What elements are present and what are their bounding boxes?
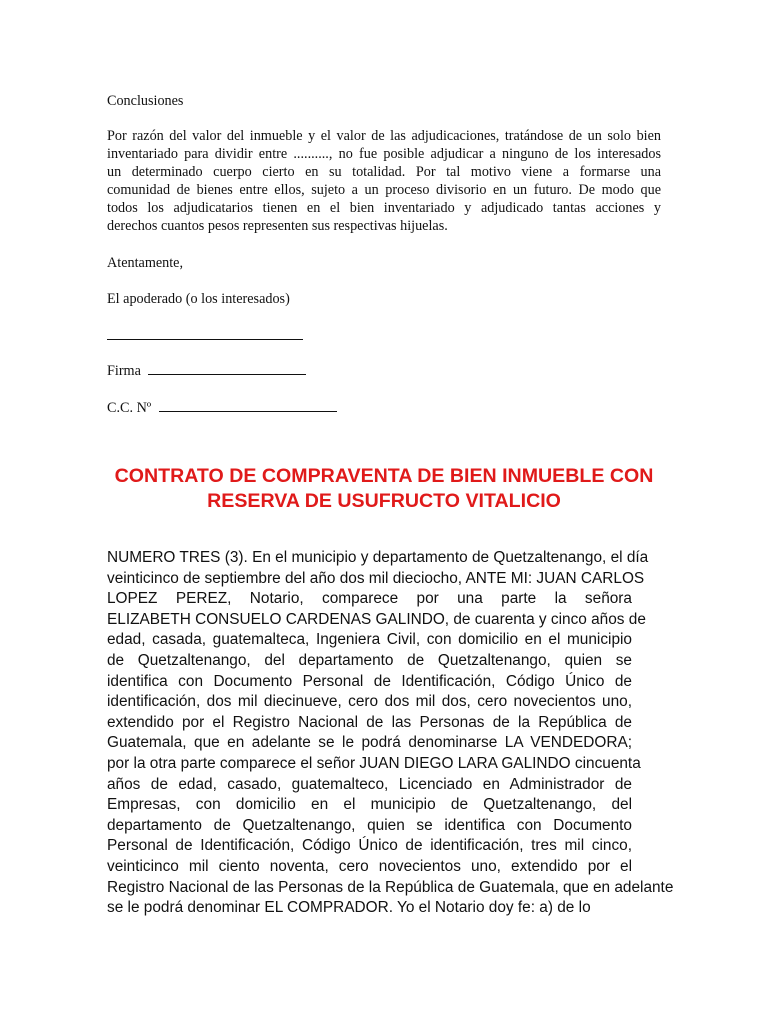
firma-blank <box>148 361 306 375</box>
cc-label: C.C. Nº <box>107 400 152 416</box>
contract-line: edad, casada, guatemalteca, Ingeniera Civil, con domicilio en el municipio <box>107 631 632 649</box>
contract-title-line: RESERVA DE USUFRUCTO VITALICIO <box>207 490 561 512</box>
signature-line <box>107 326 661 345</box>
cc-blank <box>159 398 337 412</box>
contract-line: departamento de Quetzaltenango, quien se identifica con Documento <box>107 816 632 834</box>
conclusions-paragraph <box>107 127 661 235</box>
firma-label: Firma <box>107 363 141 379</box>
contract-line: Guatemala, que en adelante se le podrá denominarse LA VENDEDORA; <box>107 734 632 752</box>
paragraph-line: un determinado cuerpo cierto en su totalidad. Por tal motivo viene a formarse una <box>107 164 661 180</box>
contract-body <box>107 548 674 919</box>
contract-line: Empresas, con domicilio en el municipio de Quetzaltenango, del <box>107 796 632 814</box>
paragraph-line: comunidad de bienes entre ellos, sujeto a un proceso divisorio en un futuro. De modo que <box>107 182 661 198</box>
contract-line: NUMERO TRES (3). En el municipio y departamento de Quetzaltenango, el día <box>107 549 649 566</box>
contract-line: veinticinco mil ciento noventa, cero novecientos uno, extendido por el <box>107 857 632 875</box>
contract-title <box>90 464 678 514</box>
paragraph-line: inventariado para dividir entre .........., no fue posible adjudicar a ninguno de los interesados <box>107 146 661 162</box>
contract-line: identifica con Documento Personal de Identificación, Código Único de <box>107 672 632 690</box>
contract-line: Personal de Identificación, Código Único de identificación, tres mil cinco, <box>107 837 632 855</box>
paragraph-line: Por razón del valor del inmueble y el valor de las adjudicaciones, tratándose de un solo bien <box>107 128 661 144</box>
contract-line: identificación, dos mil diecinueve, cero dos mil dos, cero novecientos uno, <box>107 693 632 711</box>
paragraph-line: todos los adjudicatarios tienen en el bien inventariado y adjudicado tantas acciones y <box>107 200 661 216</box>
attorney-label: El apoderado (o los interesados) <box>107 291 290 307</box>
conclusions-heading: Conclusiones <box>107 93 184 109</box>
contract-line: se le podrá denominar EL COMPRADOR. Yo el Notario doy fe: a) de lo <box>107 899 591 917</box>
paragraph-line: derechos cuantos pesos representen sus respectivas hijuelas. <box>107 218 448 234</box>
contract-line: Registro Nacional de las Personas de la República de Guatemala, que en adelante <box>107 878 674 896</box>
closing-salutation: Atentamente, <box>107 255 184 271</box>
cc-row <box>107 398 661 417</box>
contract-line: LOPEZ PEREZ, Notario, comparece por una parte la señora <box>107 590 632 608</box>
contract-title-line: CONTRATO DE COMPRAVENTA DE BIEN INMUEBLE CON <box>114 465 654 487</box>
contract-line: veinticinco de septiembre del año dos mil dieciocho, ANTE MI: JUAN CARLOS <box>107 569 645 587</box>
contract-line: ELIZABETH CONSUELO CARDENAS GALINDO, de cuarenta y cinco años de <box>107 610 646 628</box>
contract-line: por la otra parte comparece el señor JUAN DIEGO LARA GALINDO cincuenta <box>107 754 641 772</box>
contract-line: extendido por el Registro Nacional de las Personas de la República de <box>107 713 632 731</box>
signature-blank <box>107 326 303 340</box>
contract-line: de Quetzaltenango, del departamento de Quetzaltenango, quien se <box>107 651 632 669</box>
contract-line: años de edad, casado, guatemalteco, Licenciado en Administrador de <box>107 775 632 793</box>
firma-row <box>107 361 661 380</box>
